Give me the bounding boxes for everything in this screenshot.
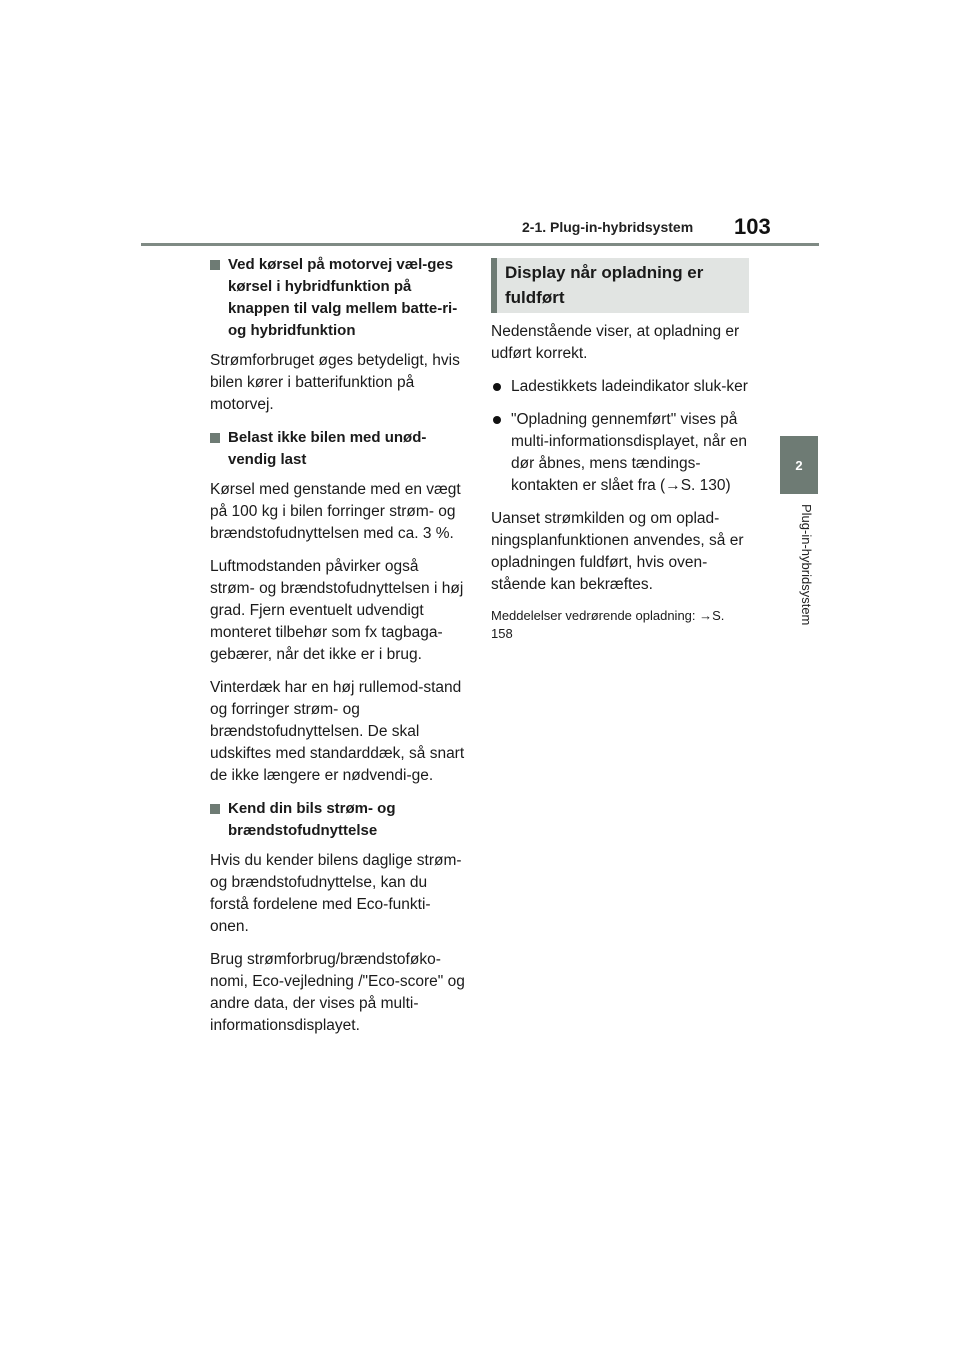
subheading-text: Belast ikke bilen med unød-vendig last: [228, 429, 427, 468]
page-number: 103: [734, 214, 771, 239]
list-item-text: "Opladning gennemført" vises på multi-informationsdisplayet, når en dør åbnes, mens tændings-kontakten er slået fra (→S. 130): [511, 411, 748, 494]
square-bullet-icon: [210, 260, 220, 270]
chapter-tab[interactable]: [780, 436, 818, 494]
left-column: [210, 254, 466, 1048]
chapter-label: Plug-in-hybridsystem: [799, 504, 814, 626]
right-column: [491, 258, 749, 654]
subheading-text: Ved kørsel på motorvej væl-ges kørsel i hybridfunktion på knappen til valg mellem batte-ri- og hybridfunktion: [228, 256, 458, 339]
subheading-text: Kend din bils strøm- og brændstofudnyttelse: [228, 800, 396, 839]
paragraph: Kørsel med genstande med en vægt på 100 kg i bilen forringer strøm- og brændstofudnyttelsen med ca. 3 %.: [210, 481, 461, 542]
section-heading-box: [491, 258, 749, 313]
paragraph: Brug strømforbrug/brændstoføko-nomi, Eco-vejledning /"Eco-score" og andre data, der vises på multi-informationsdisplayet.: [210, 951, 465, 1034]
list-item: [491, 409, 749, 497]
paragraph: Strømforbruget øges betydeligt, hvis bilen kører i batterifunktion på motorvej.: [210, 352, 460, 413]
bullet-dot-icon: [493, 383, 501, 391]
section-title: 2-1. Plug-in-hybridsystem: [522, 219, 694, 235]
note-text: Meddelelser vedrørende opladning: →S. 158: [491, 608, 725, 641]
subheading-load: [210, 427, 466, 471]
paragraph: Vinterdæk har en høj rullemod-stand og forringer strøm- og brændstofudnyttelsen. De skal udskiftes med standarddæk, så snart de ikke længere er nødvendi-ge.: [210, 679, 465, 784]
list-item-text: Ladestikkets ladeindikator sluk-ker: [511, 378, 748, 395]
section-heading: Display når opladning er fuldført: [505, 263, 704, 307]
paragraph: Uanset strømkilden og om oplad-ningsplanfunktionen anvendes, så er opladningen fuldført, hvis oven-stående kan bekræftes.: [491, 510, 744, 593]
square-bullet-icon: [210, 804, 220, 814]
list-item: [491, 376, 749, 398]
square-bullet-icon: [210, 433, 220, 443]
paragraph: Hvis du kender bilens daglige strøm- og brændstofudnyttelse, kan du forstå fordelene med Eco-funkti-onen.: [210, 852, 462, 935]
header-rule: [141, 243, 819, 246]
chapter-number: 2: [795, 457, 803, 473]
subheading-motorway: [210, 254, 466, 342]
bullet-dot-icon: [493, 416, 501, 424]
paragraph: Luftmodstanden påvirker også strøm- og brændstofudnyttelsen i høj grad. Fjern eventuelt udvendigt monteret tilbehør som fx tagbaga-gebærer, når det ikke er i brug.: [210, 558, 464, 663]
subheading-know-efficiency: [210, 798, 466, 842]
paragraph: Nedenstående viser, at opladning er udført korrekt.: [491, 323, 740, 362]
